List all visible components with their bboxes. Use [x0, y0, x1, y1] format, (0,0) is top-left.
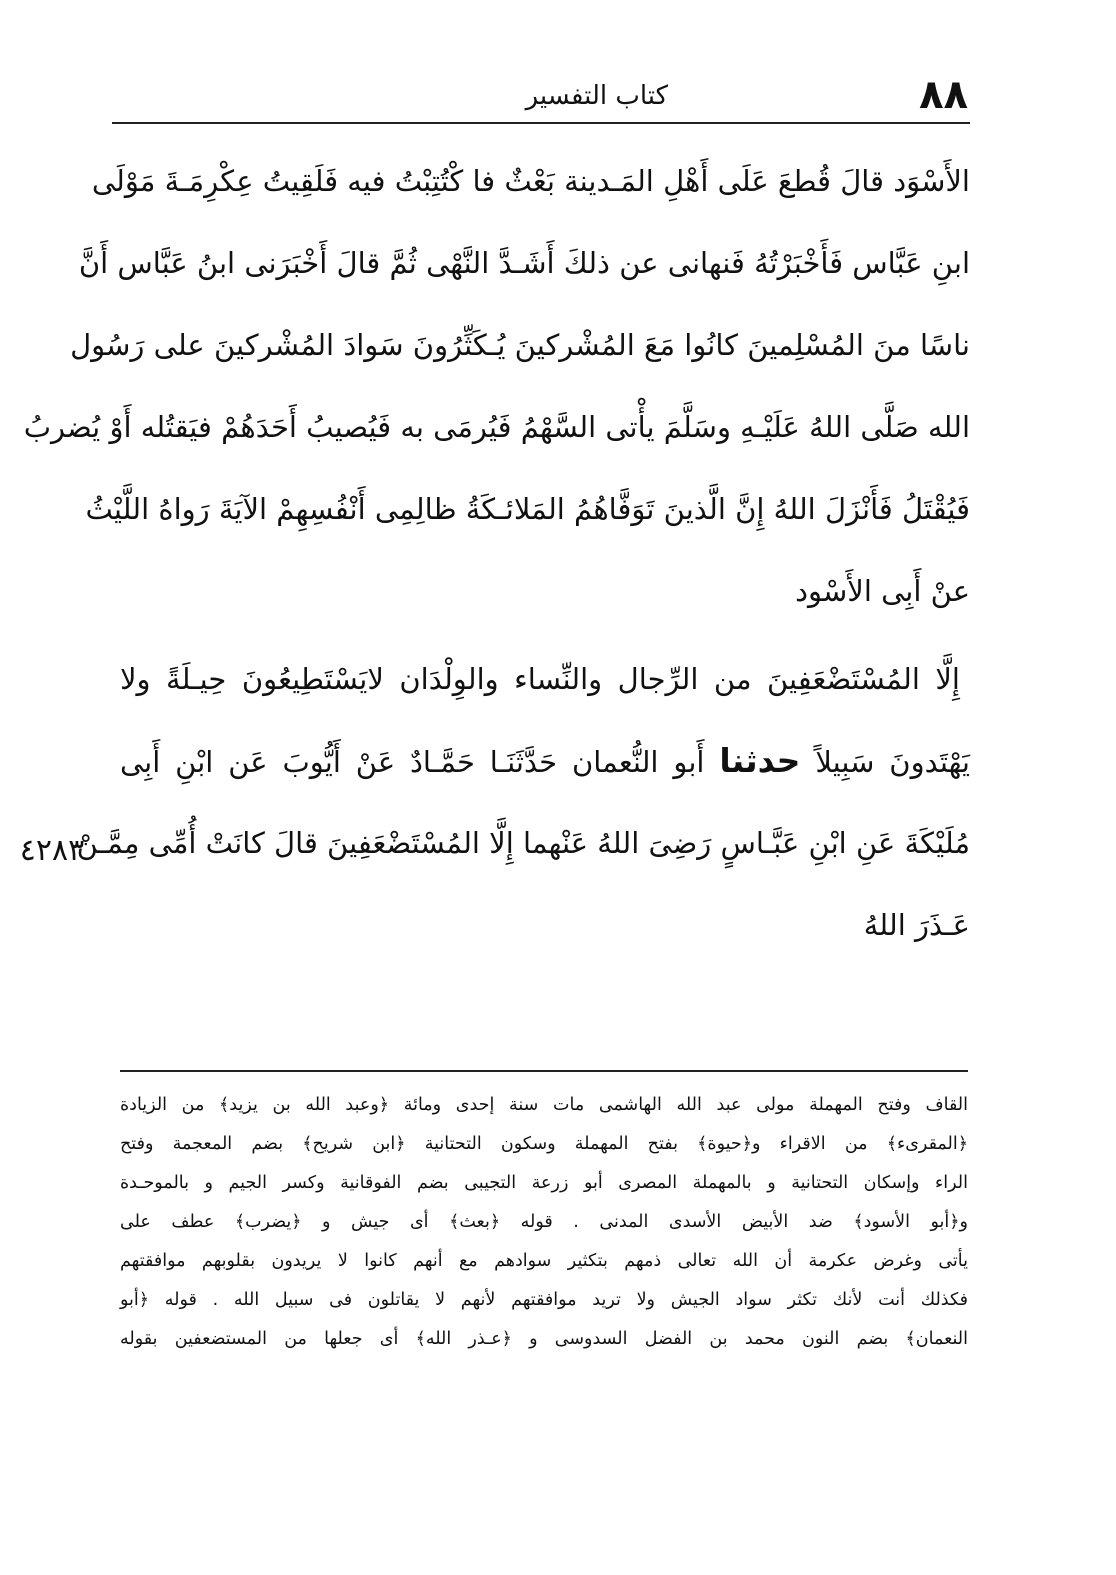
footnote-divider [120, 1070, 968, 1072]
text-line: ابنِ عَبَّاس فَأَخْبَرْتُهُ فَنهانى عن ذلكَ أَشَـدَّ النَّهْى ثُمَّ قالَ أَخْبَرَنى ابنُ عَبَّاس أَنَّ [78, 246, 970, 280]
hadith-line-start: يَهْتَدونَ سَبِيلاً [815, 745, 971, 779]
footnote-line: فكذلك أنت لأنك تكثر سواد الجيش ولا تريد موافقتهم لأنهم لا يقاتلون فى سبيل الله . قوله ﴿أبو [120, 1290, 968, 1310]
hadith-line: مُلَيْكَةَ عَنِ ابْنِ عَبَّـاسٍ رَضِىَ اللهُ عَنْهما إِلَّا المُسْتَضْعَفِينَ قالَ كانَتْ أُمِّى مِمَّـنْ [76, 826, 970, 860]
hadith-opening-line [120, 720, 970, 802]
footnotes [120, 1086, 968, 1359]
text-line: عنْ أَبِى الأَسْود [795, 574, 970, 608]
footnote-line: الراء وإسكان التحتانية و بالمهملة المصرى أبو زرعة التجيبى بضم الفوقانية وكسر الجيم و بالموحـدة [120, 1173, 968, 1193]
verse-line: إِلَّا المُسْتَضْعَفِينَ من الرِّجال والنِّساء والوِلْدَان لايَسْتَطِيعُونَ حِيـلَةً ولا [120, 662, 960, 696]
page-header [112, 70, 968, 120]
haddathana-keyword: حدثنا [719, 741, 801, 780]
running-title: كتاب التفسير [525, 81, 668, 111]
hadith-line-end: أَبو النُّعمان حَدَّثَنَـا حَمَّـادٌ عَنْ أَيُّوبَ عَن ابْنِ أَبِى [120, 745, 705, 779]
footnote-line: ﴿المقرىء﴾ من الاقراء و﴿حيوة﴾ بفتح المهملة وسكون التحتانية ﴿ابن شريح﴾ بضم المعجمة وفتح [120, 1134, 968, 1154]
text-line: الأَسْوَد قالَ قُطعَ عَلَى أَهْلِ المَـدينة بَعْثٌ فا كْتُتِبْتُ فيه فَلَقِيتُ عِكْرِمَـةَ مَوْلَى [91, 164, 970, 198]
footnote-line: النعمان﴾ بضم النون محمد بن الفضل السدوسى و ﴿عـذر الله﴾ أى جعلها من المستضعفين بقوله [120, 1329, 968, 1349]
header-divider [112, 122, 970, 124]
hadith-number: ٤٢٨٣ [19, 833, 85, 868]
page-number: ٨٨ [919, 72, 968, 118]
text-line: الله صَلَّى اللهُ عَلَيْـهِ وسَلَّمَ يأْتى السَّهْمُ فَيُرمَى به فَيُصيبُ أَحَدَهُمْ فيَقتُله أَوْ يُضربُ [23, 410, 970, 444]
hadith-line: عَـذَرَ اللهُ [863, 908, 970, 942]
text-line: فَيُقْتَلُ فَأَنْزَلَ اللهُ إِنَّ الَّذينَ تَوَفَّاهُمُ المَلائـكَةُ ظالِمِى أَنْفُسِهِمْ الآيَةَ رَواهُ اللَّيْثُ [85, 492, 970, 526]
footnote-line: و﴿أبو الأسود﴾ ضد الأبيض الأسدى المدنى . قوله ﴿بعث﴾ أى جيش و ﴿يضرب﴾ عطف على [120, 1212, 968, 1232]
footnote-line: يأتى وغرض عكرمة أن الله تعالى ذمهم بتكثير سوادهم مع أنهم كانوا لا يريدون بقلوبهم موافقتهم [120, 1251, 968, 1271]
footnote-line: القاف وفتح المهملة مولى عبد الله الهاشمى مات سنة إحدى ومائة ﴿وعبد الله بن يزيد﴾ من الزيادة [120, 1095, 968, 1115]
text-line: ناسًا منَ المُسْلِمينَ كانُوا مَعَ المُشْركينَ يُـكَثِّرُونَ سَوادَ المُشْركينَ على رَسُول [70, 328, 970, 362]
